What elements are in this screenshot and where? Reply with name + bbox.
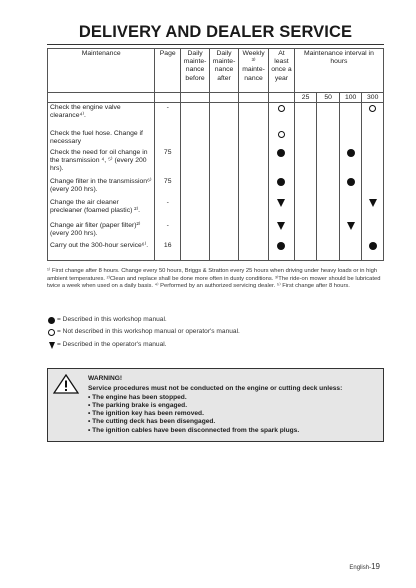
empty-cell (181, 241, 210, 261)
warning-title: WARNING! (88, 375, 123, 382)
symbol-cell (269, 198, 295, 221)
bullet-icon: • (88, 418, 93, 426)
symbol-cell (339, 241, 362, 261)
table-row (48, 148, 384, 177)
page-cell: 75 (155, 177, 181, 198)
empty-cell (181, 148, 210, 177)
warning-bullet (88, 427, 375, 435)
open-circle-icon (278, 105, 285, 112)
filled-dot-icon (277, 178, 285, 186)
table-row (48, 129, 384, 148)
symbol-cell (294, 241, 317, 261)
header-daily-after: Daily mainte-nance after (210, 49, 239, 93)
down-triangle-icon (277, 222, 285, 230)
header-weekly: Weekly ³⁾ mainte-nance (239, 49, 269, 93)
page-title: DELIVERY AND DEALER SERVICE (78, 23, 353, 41)
symbol-cell (269, 221, 295, 241)
symbol-cell (362, 221, 384, 241)
symbol-cell (339, 103, 362, 129)
filled-dot-icon (347, 149, 355, 157)
header-interval: Maintenance interval in hours (294, 49, 383, 93)
empty-cell (210, 221, 239, 241)
symbol-cell (317, 241, 340, 261)
task-cell: Carry out the 300-hour service⁶⁾. (48, 241, 155, 261)
symbol-cell (294, 198, 317, 221)
empty-cell (239, 148, 269, 177)
open-circle-icon (369, 105, 376, 112)
symbol-cell (269, 103, 295, 129)
symbol-cell (339, 148, 362, 177)
symbol-cell (362, 129, 384, 148)
symbol-cell (317, 103, 340, 129)
symbol-cell (362, 148, 384, 177)
task-cell: Change the air cleaner precleaner (foamed plastic) ²⁾. (48, 198, 155, 221)
warning-bullet-text: The cutting deck has been disengaged. (92, 418, 216, 426)
symbol-cell (317, 221, 340, 241)
empty-cell (181, 177, 210, 198)
empty-cell (239, 177, 269, 198)
filled-dot-icon (347, 178, 355, 186)
warning-bullet (88, 410, 375, 418)
page-cell: 75 (155, 148, 181, 177)
empty-cell (210, 129, 239, 148)
empty-cell (181, 198, 210, 221)
empty-cell (210, 198, 239, 221)
filled-dot-icon (369, 242, 377, 250)
open-circle-icon (48, 329, 55, 336)
symbol-cell (317, 177, 340, 198)
header-page: Page (155, 49, 181, 93)
warning-bullet-text: The ignition key has been removed. (92, 410, 204, 418)
bullet-icon: • (88, 426, 93, 434)
page-label: English- (349, 565, 372, 571)
task-cell: Check the engine valve clearance⁴⁾. (48, 103, 155, 129)
empty-cell (181, 103, 210, 129)
warning-bullet (88, 402, 375, 410)
table-header-row (48, 49, 384, 93)
symbol-cell (339, 198, 362, 221)
interval-hours-25: 25 (294, 93, 317, 103)
task-cell: Check the fuel hose. Change if necessary (48, 129, 155, 148)
empty-cell (181, 129, 210, 148)
header-at-least-once-a-year: At least once a year (269, 49, 295, 93)
down-triangle-icon (277, 199, 285, 207)
symbol-cell (317, 129, 340, 148)
warning-bullet-text: The parking brake is engaged. (92, 402, 188, 410)
warning-bullet (88, 418, 375, 426)
table-row (48, 221, 384, 241)
legend-dot-text: = Described in this workshop manual. (57, 316, 167, 323)
symbol-cell (269, 241, 295, 261)
symbol-cell (294, 221, 317, 241)
page-number-value: 19 (371, 562, 380, 571)
task-cell: Change filter in the transmission⁶⁾ (every 200 hrs). (48, 177, 155, 198)
page-cell: - (155, 198, 181, 221)
interval-hours-50: 50 (317, 93, 340, 103)
filled-dot-icon (48, 317, 55, 324)
symbol-cell (362, 103, 384, 129)
maintenance-table (47, 48, 384, 261)
table-row (48, 103, 384, 129)
table-row (48, 241, 384, 261)
symbol-cell (294, 148, 317, 177)
warning-triangle-icon (53, 374, 79, 394)
page-cell: - (155, 103, 181, 129)
header-daily-before: Daily mainte-nance before (181, 49, 210, 93)
legend-dot (47, 316, 167, 324)
down-triangle-icon (49, 342, 55, 349)
legend-tri (47, 341, 167, 349)
footnotes: ¹⁾ First change after 8 hours. Change every 50 hours, Briggs & Stratton every 25 hours when driving under heavy loads or in high ambient temperatures. ²⁾Clean and replace shall be done more often in dusty conditions. ³⁾The ride-on mower should be lubricated twice a week when used on a daily basis. ⁴⁾ Performed by an authorized servicing dealer. ⁵⁾ First change after 8 hours. (47, 268, 381, 290)
down-triangle-icon (369, 199, 377, 207)
legend-circle-text: = Not described in this workshop manual or operator's manual. (57, 328, 240, 335)
interval-hours-300: 300 (362, 93, 384, 103)
symbol-cell (269, 177, 295, 198)
warning-box (47, 368, 384, 442)
warning-bullet-text: The engine has been stopped. (92, 394, 187, 402)
legend-circle (47, 328, 240, 336)
table-row (48, 198, 384, 221)
task-cell: Change air filter (paper filter)²⁾ (every 200 hrs). (48, 221, 155, 241)
page-number (330, 562, 380, 571)
bullet-icon: • (88, 402, 93, 410)
empty-cell (181, 221, 210, 241)
symbol-cell (362, 241, 384, 261)
bullet-icon: • (88, 394, 93, 402)
page-cell (155, 129, 181, 148)
bullet-icon: • (88, 410, 93, 418)
page-cell: - (155, 221, 181, 241)
page-cell: 16 (155, 241, 181, 261)
interval-hours-100: 100 (339, 93, 362, 103)
legend-tri-text: = Described in the operator's manual. (57, 341, 167, 348)
empty-cell (239, 241, 269, 261)
symbol-cell (362, 177, 384, 198)
header-maintenance: Maintenance (48, 49, 155, 93)
table-row (48, 177, 384, 198)
symbol-cell (294, 103, 317, 129)
empty-cell (210, 148, 239, 177)
empty-cell (239, 103, 269, 129)
symbol-cell (269, 129, 295, 148)
open-circle-icon (278, 131, 285, 138)
warning-bullet (88, 394, 375, 402)
warning-subtitle: Service procedures must not be conducted on the engine or cutting deck unless: (88, 385, 343, 393)
symbol-cell (339, 129, 362, 148)
empty-cell (239, 221, 269, 241)
task-cell: Check the need for oil change in the transmission ⁴, ⁵⁾ (every 200 hrs). (48, 148, 155, 177)
down-triangle-icon (347, 222, 355, 230)
symbol-cell (269, 148, 295, 177)
title-rule (47, 44, 384, 45)
symbol-cell (317, 198, 340, 221)
symbol-cell (294, 177, 317, 198)
warning-bullet-text: The ignition cables have been disconnected from the spark plugs. (92, 426, 300, 434)
empty-cell (210, 241, 239, 261)
empty-cell (210, 177, 239, 198)
symbol-cell (339, 177, 362, 198)
symbol-cell (294, 129, 317, 148)
empty-cell (239, 129, 269, 148)
filled-dot-icon (277, 149, 285, 157)
empty-cell (239, 198, 269, 221)
filled-dot-icon (277, 242, 285, 250)
symbol-cell (339, 221, 362, 241)
interval-subheader-row (48, 93, 384, 103)
symbol-cell (362, 198, 384, 221)
empty-cell (210, 103, 239, 129)
symbol-cell (317, 148, 340, 177)
